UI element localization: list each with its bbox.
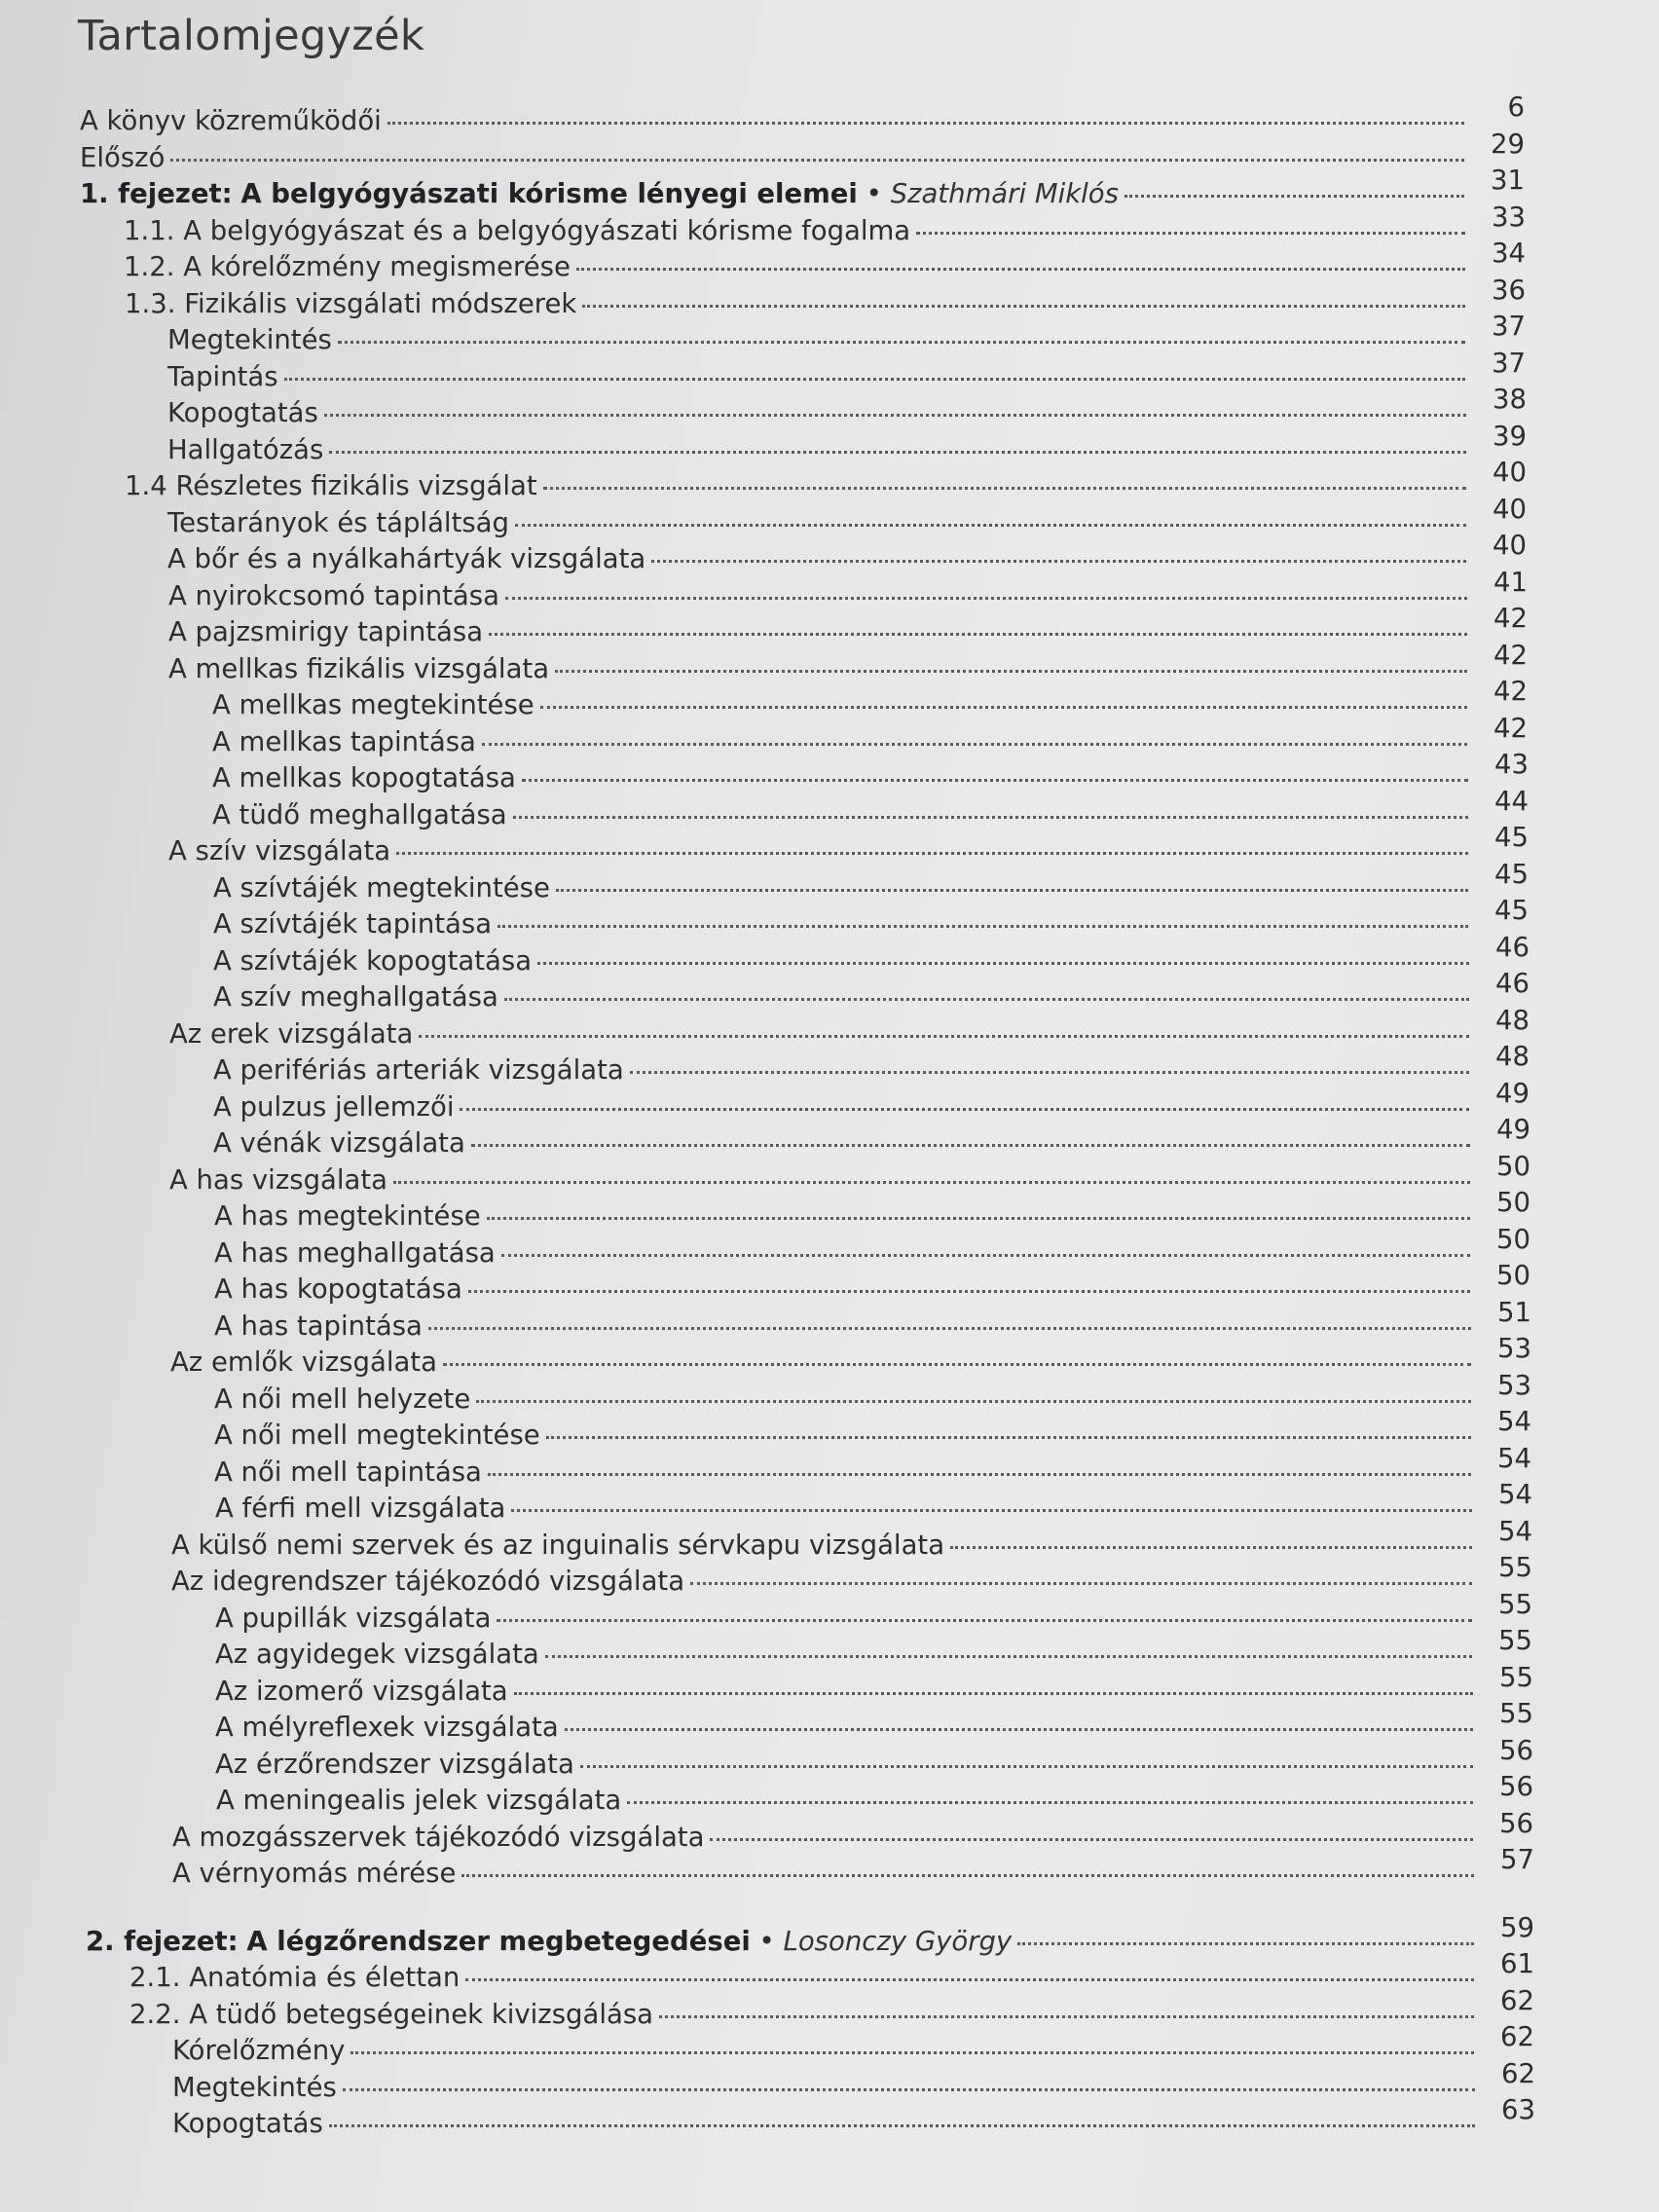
toc-entry-label: A mélyreflexek vizsgálata bbox=[215, 1712, 559, 1743]
chapter-title: A belgyógyászati kórisme lényegi elemei bbox=[240, 178, 858, 209]
toc-entry-label: A pajzsmirigy tapintása bbox=[168, 616, 484, 647]
chapter-author: Losonczy György bbox=[783, 1925, 1013, 1957]
page-number: 44 bbox=[1494, 785, 1529, 817]
toc-row bbox=[212, 749, 1529, 799]
toc-row bbox=[214, 1260, 1530, 1310]
page-number: 62 bbox=[1500, 1984, 1534, 2016]
page-number: 41 bbox=[1493, 566, 1528, 598]
toc-row bbox=[214, 1187, 1530, 1237]
toc-row bbox=[125, 274, 1526, 325]
dot-leader bbox=[471, 1144, 1470, 1147]
page-title: Tartalomjegyzék bbox=[78, 12, 425, 60]
toc-entry-label: Kopogtatás bbox=[172, 2108, 323, 2139]
toc-row bbox=[167, 311, 1526, 361]
toc-row bbox=[168, 822, 1529, 872]
page-number: 42 bbox=[1493, 712, 1528, 744]
dot-leader bbox=[522, 779, 1468, 782]
dot-leader bbox=[1017, 1942, 1474, 1945]
dot-leader bbox=[387, 122, 1464, 125]
page-number: 61 bbox=[1500, 1948, 1534, 1979]
dot-leader bbox=[501, 1254, 1470, 1257]
toc-row bbox=[215, 1588, 1532, 1640]
dot-leader bbox=[476, 1400, 1471, 1403]
toc-entry-label: A férfi mell vizsgálata bbox=[215, 1493, 506, 1524]
dot-leader bbox=[659, 2015, 1474, 2018]
page-number: 29 bbox=[1491, 128, 1525, 160]
page-number: 40 bbox=[1493, 493, 1527, 525]
toc-entry-label: Kopogtatás bbox=[167, 397, 318, 428]
toc-row bbox=[129, 1984, 1534, 2036]
toc-entry-label: Hallgatózás bbox=[167, 433, 324, 465]
page-number: 45 bbox=[1494, 895, 1529, 926]
page-number: 34 bbox=[1492, 238, 1526, 269]
page-number: 49 bbox=[1496, 1114, 1530, 1145]
page-number: 46 bbox=[1495, 968, 1530, 999]
page-number: 53 bbox=[1497, 1333, 1531, 1364]
toc-row bbox=[124, 201, 1526, 252]
page-number: 38 bbox=[1493, 384, 1527, 415]
toc-entry-label: A női mell tapintása bbox=[214, 1456, 482, 1488]
page-number: 54 bbox=[1498, 1515, 1532, 1547]
page-number: 63 bbox=[1501, 2094, 1535, 2125]
toc-chapter-row bbox=[80, 165, 1525, 215]
dot-leader bbox=[482, 743, 1467, 746]
toc-entry-label: Megtekintés bbox=[167, 324, 332, 355]
toc-entry-label: Az érzőrendszer vizsgálata bbox=[215, 1748, 574, 1780]
page-number: 42 bbox=[1493, 676, 1528, 707]
chapter-number: 1. fejezet: bbox=[80, 178, 233, 209]
toc-row bbox=[214, 1369, 1531, 1420]
dot-leader bbox=[350, 2051, 1474, 2054]
toc-entry-label: A mellkas kopogtatása bbox=[212, 762, 516, 793]
toc-row bbox=[129, 1948, 1534, 1999]
toc-entry-label: 1.3. Fizikális vizsgálati módszerek bbox=[125, 287, 577, 319]
toc-entry-label: A tüdő meghallgatása bbox=[212, 798, 507, 830]
dot-leader bbox=[465, 1978, 1474, 1981]
page-number: 39 bbox=[1493, 420, 1527, 452]
toc-entry-label: A női mell megtekintése bbox=[214, 1419, 540, 1451]
toc-entry-label: 1.4 Részletes fizikális vizsgálat bbox=[125, 470, 537, 501]
page-number: 56 bbox=[1499, 1771, 1533, 1802]
toc-row bbox=[216, 1771, 1533, 1822]
dot-leader bbox=[487, 1217, 1470, 1220]
toc-entry-label: A női mell helyzete bbox=[214, 1382, 471, 1415]
page-number: 55 bbox=[1499, 1661, 1533, 1693]
toc-row bbox=[213, 968, 1530, 1018]
toc-entry-label: A nyirokcsomó tapintása bbox=[168, 579, 499, 611]
page-number: 36 bbox=[1492, 274, 1526, 306]
toc-row bbox=[168, 639, 1528, 690]
page-number: 37 bbox=[1492, 347, 1526, 379]
toc-entry-label: 2.2. A tüdő betegségeinek kivizsgálása bbox=[129, 1998, 654, 2030]
page-number: 62 bbox=[1501, 2057, 1535, 2089]
toc-entry-label: 1.2. A kórelőzmény megismerése bbox=[124, 251, 571, 282]
dot-leader bbox=[651, 560, 1466, 563]
dot-leader bbox=[540, 706, 1467, 709]
dot-leader bbox=[489, 633, 1467, 636]
chapter-number: 2. fejezet: bbox=[86, 1925, 239, 1957]
page-number: 62 bbox=[1500, 2021, 1534, 2052]
dot-leader bbox=[630, 1071, 1469, 1074]
dot-leader bbox=[546, 1436, 1471, 1439]
dot-leader bbox=[393, 1181, 1470, 1184]
toc-entry-label: A has megtekintése bbox=[214, 1200, 481, 1232]
toc-row bbox=[172, 1844, 1534, 1895]
toc-row bbox=[214, 1442, 1531, 1493]
toc-entry-label: Az idegrendszer tájékozódó vizsgálata bbox=[171, 1566, 685, 1597]
dot-leader bbox=[504, 998, 1469, 1001]
toc-entry-label: A mozgásszervek tájékozódó vizsgálata bbox=[172, 1821, 705, 1853]
toc-entry-label: Az agyidegek vizsgálata bbox=[215, 1639, 539, 1670]
toc-row bbox=[212, 712, 1528, 763]
dot-leader bbox=[468, 1290, 1470, 1293]
page-number: 56 bbox=[1499, 1734, 1533, 1766]
dot-leader bbox=[1124, 195, 1464, 198]
dot-leader bbox=[428, 1327, 1471, 1330]
toc-entry-label: A szív meghallgatása bbox=[213, 981, 498, 1013]
toc-entry-label: A mellkas fizikális vizsgálata bbox=[168, 652, 550, 684]
page-number: 51 bbox=[1497, 1296, 1531, 1328]
toc-entry-label: Az erek vizsgálata bbox=[169, 1017, 414, 1050]
page-number: 40 bbox=[1493, 457, 1527, 488]
toc-row bbox=[124, 238, 1526, 288]
page-number: 50 bbox=[1496, 1223, 1530, 1255]
toc-row bbox=[213, 1114, 1530, 1164]
page-number: 46 bbox=[1495, 931, 1530, 963]
toc-entry-label: A vérnyomás mérése bbox=[172, 1858, 457, 1889]
toc-row bbox=[167, 347, 1526, 398]
toc-entry-label: Megtekintés bbox=[172, 2071, 337, 2103]
toc-row bbox=[212, 676, 1528, 726]
toc-row bbox=[167, 530, 1527, 580]
page-number: 57 bbox=[1500, 1844, 1534, 1875]
page-number: 54 bbox=[1497, 1406, 1531, 1437]
toc-entry-label: A bőr és a nyálkahártyák vizsgálata bbox=[167, 543, 646, 574]
toc-row bbox=[213, 1041, 1530, 1091]
toc-entry-label: A has vizsgálata bbox=[169, 1163, 388, 1196]
toc-row bbox=[213, 858, 1529, 909]
toc-entry-label: A meningealis jelek vizsgálata bbox=[216, 1785, 622, 1816]
toc-entry-label: A könyv közreműködői bbox=[80, 105, 382, 136]
toc-entry-label: Az emlők vizsgálata bbox=[170, 1346, 437, 1378]
toc-entry-label: Kórelőzmény bbox=[172, 2035, 346, 2066]
dot-leader bbox=[324, 414, 1466, 417]
toc-entry-label: A szívtájék megtekintése bbox=[213, 871, 550, 903]
toc-row bbox=[168, 566, 1528, 617]
page-number: 45 bbox=[1494, 822, 1529, 853]
page-number: 33 bbox=[1492, 201, 1526, 233]
toc-entry-label: A külső nemi szervek és az inguinalis sérvkapu vizsgálata bbox=[171, 1529, 945, 1561]
toc-row bbox=[215, 1698, 1533, 1749]
toc-entry-label: A has meghallgatása bbox=[214, 1236, 496, 1269]
toc-row bbox=[172, 2057, 1535, 2109]
toc-entry-label: 2.1. Anatómia és élettan bbox=[129, 1962, 461, 1993]
toc-row bbox=[125, 457, 1527, 507]
toc-entry-label: 1. fejezet: A belgyógyászati kórisme lényegi elemei • Szathmári Miklós bbox=[80, 178, 1119, 209]
page-number: 55 bbox=[1498, 1588, 1532, 1620]
toc-row bbox=[171, 1515, 1532, 1567]
toc-row bbox=[215, 1661, 1533, 1713]
chapter-author: Szathmári Miklós bbox=[890, 178, 1119, 209]
toc-entry-label: 2. fejezet: A légzőrendszer megbetegedései • Losonczy György bbox=[86, 1925, 1013, 1957]
page-number: 59 bbox=[1500, 1911, 1534, 1943]
toc-entry-label: A mellkas tapintása bbox=[212, 725, 476, 757]
dot-leader bbox=[329, 2124, 1475, 2127]
toc-row bbox=[212, 785, 1529, 836]
dot-leader bbox=[443, 1363, 1471, 1366]
page-number: 31 bbox=[1491, 165, 1525, 196]
toc-chapter-row bbox=[86, 1911, 1534, 1963]
toc-entry-label: Testarányok és tápláltság bbox=[167, 506, 509, 538]
toc-row bbox=[80, 128, 1525, 179]
dot-leader bbox=[690, 1582, 1472, 1585]
dot-leader bbox=[576, 268, 1465, 271]
dot-leader bbox=[498, 925, 1468, 928]
dot-leader bbox=[511, 1509, 1472, 1512]
dot-leader bbox=[396, 852, 1468, 855]
dot-leader bbox=[343, 2088, 1475, 2091]
dot-leader bbox=[505, 597, 1467, 600]
dot-leader bbox=[338, 341, 1465, 344]
toc-entry-label: A has kopogtatása bbox=[214, 1273, 462, 1305]
page-number: 54 bbox=[1497, 1442, 1531, 1474]
toc-entry-label: A vénák vizsgálata bbox=[213, 1127, 465, 1159]
toc-row bbox=[167, 420, 1527, 471]
page-number: 42 bbox=[1493, 639, 1528, 671]
dot-leader bbox=[565, 1728, 1473, 1731]
toc-entry-label: Tapintás bbox=[167, 360, 278, 392]
toc-row bbox=[80, 92, 1525, 142]
toc-entry-label: Előszó bbox=[80, 141, 166, 173]
toc-entry-label: A mellkas megtekintése bbox=[212, 689, 535, 720]
page-number: 6 bbox=[1507, 92, 1525, 123]
dot-leader bbox=[513, 816, 1468, 819]
dot-leader bbox=[950, 1546, 1472, 1549]
toc-row bbox=[215, 1734, 1533, 1786]
dot-leader bbox=[419, 1035, 1469, 1038]
toc-entry-label: 1.1. A belgyógyászat és a belgyógyászati kórisme fogalma bbox=[124, 214, 911, 246]
page-number: 40 bbox=[1493, 530, 1527, 561]
dot-leader bbox=[514, 1692, 1473, 1695]
toc-entry-label: A szív vizsgálata bbox=[168, 835, 391, 866]
toc-entry-label: A perifériás arteriák vizsgálata bbox=[213, 1054, 624, 1086]
page-number: 48 bbox=[1495, 1004, 1530, 1036]
page-number: 55 bbox=[1499, 1698, 1533, 1729]
toc-entry-label: A pupillák vizsgálata bbox=[215, 1602, 492, 1634]
page-number: 50 bbox=[1496, 1150, 1530, 1182]
dot-leader bbox=[582, 305, 1465, 308]
page-number: 56 bbox=[1499, 1807, 1533, 1839]
page-number: 43 bbox=[1494, 749, 1529, 780]
page-number: 55 bbox=[1498, 1552, 1532, 1583]
toc-row bbox=[167, 493, 1527, 544]
toc-row bbox=[171, 1552, 1532, 1603]
toc-row bbox=[169, 1004, 1530, 1055]
dot-leader bbox=[460, 1108, 1469, 1111]
page-number: 55 bbox=[1498, 1625, 1532, 1656]
dot-leader bbox=[488, 1473, 1471, 1476]
dot-leader bbox=[170, 159, 1464, 162]
toc-row bbox=[170, 1333, 1531, 1383]
page-number: 50 bbox=[1496, 1260, 1530, 1291]
dot-leader bbox=[916, 232, 1465, 235]
dot-leader bbox=[329, 451, 1466, 454]
toc-row bbox=[215, 1625, 1532, 1676]
dot-leader bbox=[545, 1655, 1472, 1658]
toc-row bbox=[167, 384, 1527, 434]
toc-row bbox=[214, 1296, 1531, 1347]
toc-entry-label: A pulzus jellemzői bbox=[213, 1090, 455, 1123]
page-number: 42 bbox=[1493, 603, 1528, 634]
dot-leader bbox=[555, 670, 1467, 673]
toc-row bbox=[214, 1223, 1530, 1274]
toc-row bbox=[169, 1150, 1530, 1201]
page-number: 54 bbox=[1498, 1479, 1532, 1510]
dot-leader bbox=[461, 1874, 1474, 1877]
toc-entry-label: A has tapintása bbox=[214, 1309, 423, 1342]
toc-row bbox=[172, 1807, 1533, 1859]
toc-row bbox=[213, 895, 1529, 945]
toc-row bbox=[172, 2094, 1535, 2145]
toc-entry-label: Az izomerő vizsgálata bbox=[215, 1675, 508, 1707]
dot-leader bbox=[627, 1801, 1473, 1804]
toc-row bbox=[214, 1406, 1531, 1456]
page-number: 49 bbox=[1495, 1077, 1530, 1109]
dot-leader bbox=[580, 1765, 1473, 1768]
dot-leader bbox=[710, 1838, 1473, 1841]
page-number: 45 bbox=[1494, 858, 1529, 890]
chapter-title: A légzőrendszer megbetegedései bbox=[246, 1925, 751, 1957]
dot-leader bbox=[537, 962, 1469, 965]
dot-leader bbox=[515, 524, 1466, 527]
toc-row bbox=[172, 2021, 1534, 2072]
page-number: 37 bbox=[1492, 311, 1526, 342]
toc-row bbox=[213, 1077, 1530, 1128]
toc-row bbox=[213, 931, 1530, 982]
dot-leader bbox=[284, 378, 1465, 381]
toc-entry-label: A szívtájék tapintása bbox=[213, 908, 493, 940]
page-number: 48 bbox=[1495, 1041, 1530, 1072]
dot-leader bbox=[556, 889, 1468, 892]
toc-row bbox=[168, 603, 1528, 653]
toc-entry-label: A szívtájék kopogtatása bbox=[213, 944, 533, 977]
toc-row bbox=[215, 1479, 1532, 1530]
page-number: 50 bbox=[1496, 1187, 1530, 1218]
page-number: 53 bbox=[1497, 1369, 1531, 1401]
dot-leader bbox=[543, 487, 1466, 490]
dot-leader bbox=[497, 1619, 1472, 1622]
